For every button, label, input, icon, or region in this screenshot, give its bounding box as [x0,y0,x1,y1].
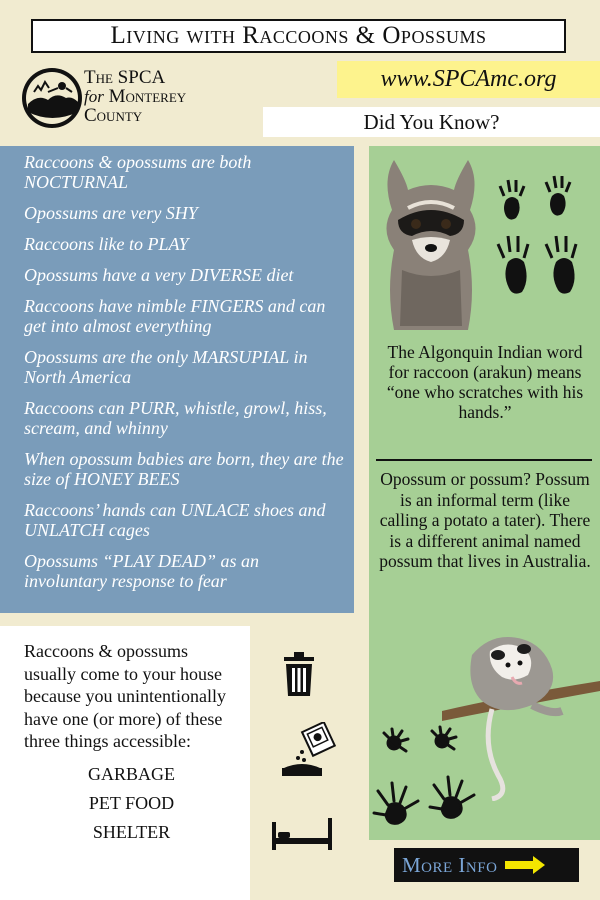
logo-for: for [84,87,104,106]
opossum-paw-icon [372,725,482,830]
attractants-box [0,626,250,900]
arrow-right-icon [503,855,547,875]
logo-seal-icon [18,66,90,130]
facts-panel [0,146,354,613]
attractant-shelter: SHELTER [92,821,171,842]
fact-item: Opossums “PLAY DEAD” as an involuntary response to fear [24,551,260,591]
logo-line-2: Monterey [108,86,187,107]
fact-item: Raccoons & opossums are both NOCTURNAL [24,152,252,192]
fact-item: When opossum babies are born, they are the size of HONEY BEES [24,449,344,489]
raccoon-word-origin: The Algonquin Indian word for raccoon (arakun) means “one who scratches with his hands.” [386,342,584,422]
page-title: Living with Raccoons & Opossums [31,19,566,53]
divider [376,459,592,461]
fact-item: Opossums have a very DIVERSE diet [24,265,294,285]
trash-can-icon [283,651,315,697]
attractants-intro: Raccoons & opossums usually come to your house because you unintentionally have one (or more) of these three things accessible: [24,641,226,751]
bed-icon [272,818,332,850]
more-info-label: More Info [402,852,498,877]
attractant-garbage: GARBAGE [87,763,175,784]
fact-item: Opossums are very SHY [24,203,198,223]
attractant-pet-food: PET FOOD [88,792,175,813]
raccoon-image [372,150,490,340]
fact-item: Raccoons can PURR, whistle, growl, hiss, scream, and whinny [24,398,327,438]
attractants-list [24,760,239,847]
fact-item: Opossums are the only MARSUPIAL in North America [24,347,308,387]
raccoon-paw-icon [494,170,594,300]
logo-line-1: The SPCA [84,67,166,88]
logo-text [84,68,186,125]
fact-item: Raccoons have nimble FINGERS and can get into almost everything [24,296,326,336]
did-you-know-heading: Did You Know? [263,107,600,137]
logo-line-3: County [84,105,143,126]
more-info-button[interactable] [394,848,579,882]
pet-food-icon [280,722,336,780]
fact-item: Raccoons’ hands can UNLACE shoes and UNLATCH cages [24,500,326,540]
fact-item: Raccoons like to PLAY [24,234,189,254]
possum-note: Opossum or possum? Possum is an informal term (like calling a potato a tater). There is a different animal named possum that lives in Australia. [379,469,591,571]
website-link[interactable]: www.SPCAmc.org [337,61,600,98]
